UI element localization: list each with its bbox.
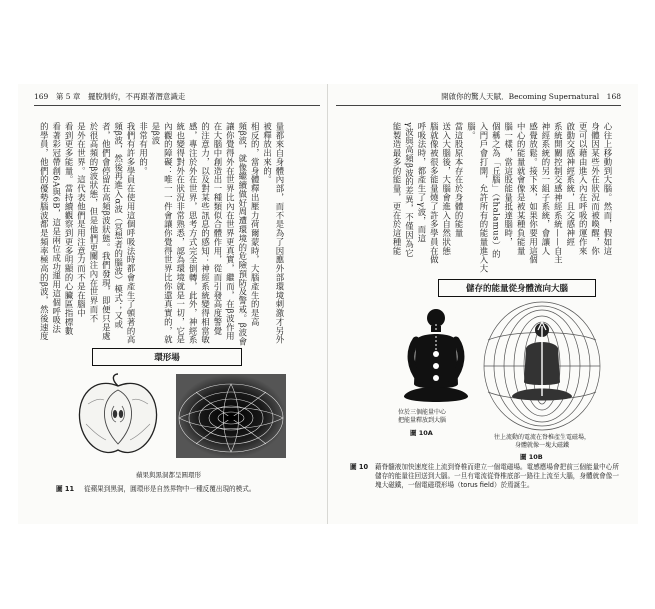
text-column-line: γ波與高頻β波的差異，不僅因為它 [404, 122, 415, 258]
figure-10a-number: 圖 10A [410, 429, 433, 437]
left-caption-text: 從蘋果到黑洞，圓環形是自然界物中一種反覆出現的模式。 [84, 485, 256, 493]
text-column-line: 感覺放鬆。接下來，如果你要用這個 [528, 122, 539, 265]
right-header-rule [336, 105, 621, 106]
text-column-line: 的注意力，以及對某些訊息的感知：神經系統變得相當敏 [200, 122, 211, 345]
text-column-line: 量都來自身體內部，而不是為了因應外部環境刺激才另外 [275, 122, 285, 345]
text-column-line: 者，他們會停留在高頻β波狀態。我們發現，即便只是處 [101, 122, 112, 341]
text-column-line: 頻β波，就像繼續做好周遭環境的危險預防及警戒。β波會 [237, 122, 248, 347]
left-body-text [39, 122, 286, 347]
text-column-line: 更可以藉由進入內在呼吸的運作來 [578, 122, 589, 256]
text-column-line: 的學員，他們的優勢腦波都是頻率極高的β波，然後速度 [39, 122, 50, 341]
text-column-line: 腦就像被很多能量燒了許多學員在做 [429, 122, 440, 265]
left-header-rule [34, 105, 320, 106]
figure-label-line: 往上流動的電流在脊椎產生電磁場， [493, 434, 590, 441]
apple-illustration [74, 374, 162, 458]
left-figure-label: 蘋果與黑洞都呈圓環形 [136, 471, 201, 479]
figure-10b-label [476, 434, 608, 450]
text-column-line: 個稱之為「丘腦」（thalamus）的 [491, 122, 502, 259]
text-column-line: 在大腦中創造出一種類似合體作用，從而引發高度警覺 [212, 122, 223, 336]
text-column-line: 入門戶會打開，允許所有的能量進入大 [478, 122, 489, 274]
text-column-line: 感，專注於外在世界，思考方式完全倒轉，此外，神經系 [188, 122, 199, 345]
text-column-line: 當這股原本存在於身體的能量 [454, 122, 465, 238]
text-column-line: 啟動交感神經系統，且交感神經 [565, 122, 576, 247]
text-column-line: 非常有用的。 [138, 122, 149, 176]
text-column-line: 腦。 [466, 122, 477, 140]
text-column-line: 送入大腦後，大腦會進入自然狀態 [441, 122, 452, 256]
right-caption-text: 藉脊髓液加快速度往上流到脊椎而建立一個電磁場。電感應場會把前三個能量中心所儲存的能量往回送到大腦。一旦有電流從脊椎底部一路往上流至大腦，身體就會像一塊大磁鐵，一個電磁環形場（torus field）於焉誕生。 [375, 463, 619, 489]
figure-10b-number: 圖 10B [520, 453, 543, 461]
text-column-line: 頻β波，然後再進入α波（冥想者的腦波）模式；又或 [113, 122, 124, 330]
right-caption-label: 圖 10 [350, 463, 369, 471]
text-column-line: 是外在世界。這代表他們是用注意力而不是在腦中 [76, 122, 87, 318]
left-page-header: 169 第 5 章 擺脫制約，不再跟著潛意識走 [34, 92, 186, 101]
left-caption-label: 圖 11 [56, 485, 75, 493]
text-column-line: 我們有許多學員在使用這個呼吸法時都會產生了頓著的高 [126, 122, 137, 345]
text-column-line: 系統開關控制交感神經系統——自主 [553, 122, 564, 265]
right-figure-title: 儲存的能量從身體流向大腦 [438, 279, 596, 297]
black-hole-illustration [176, 374, 286, 458]
text-column-line: 讓你覺得外在世界比內在世界更真實，繼而，在β波作用 [225, 122, 236, 341]
text-column-line: 身體因某些外在狀況而被喚醒，你 [590, 122, 601, 256]
text-column-line: 看著彩冠帶創6A與6B，這是兩位成功運用這個呼吸法 [51, 122, 62, 334]
figure-label-line: 身體就像一塊大磁鐵 [514, 442, 569, 449]
text-column-line: 心往上移動到大腦。然而，假如這 [603, 122, 613, 256]
text-column-line: 內觀的障礙：唯一一件會讓你覺得世界比你還真實的，就是β波 [150, 122, 174, 345]
figure-label-line: 把能量釋放到大腦 [398, 417, 447, 424]
right-body-text [386, 122, 614, 277]
text-column-line: 相反的，當身體釋出壓力荷爾蒙時，大腦產生的是高 [250, 122, 261, 327]
text-column-line: 腦一樣，當這股能量抵達腦時， [503, 122, 514, 247]
text-column-line: 能製造最多的能量，更在於這種能 [392, 122, 403, 256]
book-gutter [327, 84, 328, 524]
text-column-line: 於很高頻的β波狀態，但是他們更關注內在世界而不 [88, 122, 99, 323]
text-column-line: 被釋放出來的。 [262, 122, 273, 185]
left-figure-title: 環形場 [92, 348, 242, 366]
figure-10a-label [398, 409, 446, 425]
text-column-line: 神經系統的另一組子系統，會讓人 [540, 122, 551, 256]
figure-label-line: 位於三個能量中心 [398, 409, 447, 416]
torus-field-figure-10b [482, 300, 602, 432]
right-page-header: 開啟你的驚人天賦．Becoming Supernatural 168 [441, 92, 621, 101]
text-column-line: 統也變得對外在狀況非常熟悉，認為環境就是一切，它是 [175, 122, 186, 345]
text-column-line: 呼吸法時，都產生了γ波，而這 [416, 122, 427, 244]
text-column-line: 看到更多能量。當持續觀察到更多明顯的心臟區指標數 [64, 122, 75, 336]
text-column-line: 中心的能量就會像是被某種負能量 [516, 122, 527, 256]
